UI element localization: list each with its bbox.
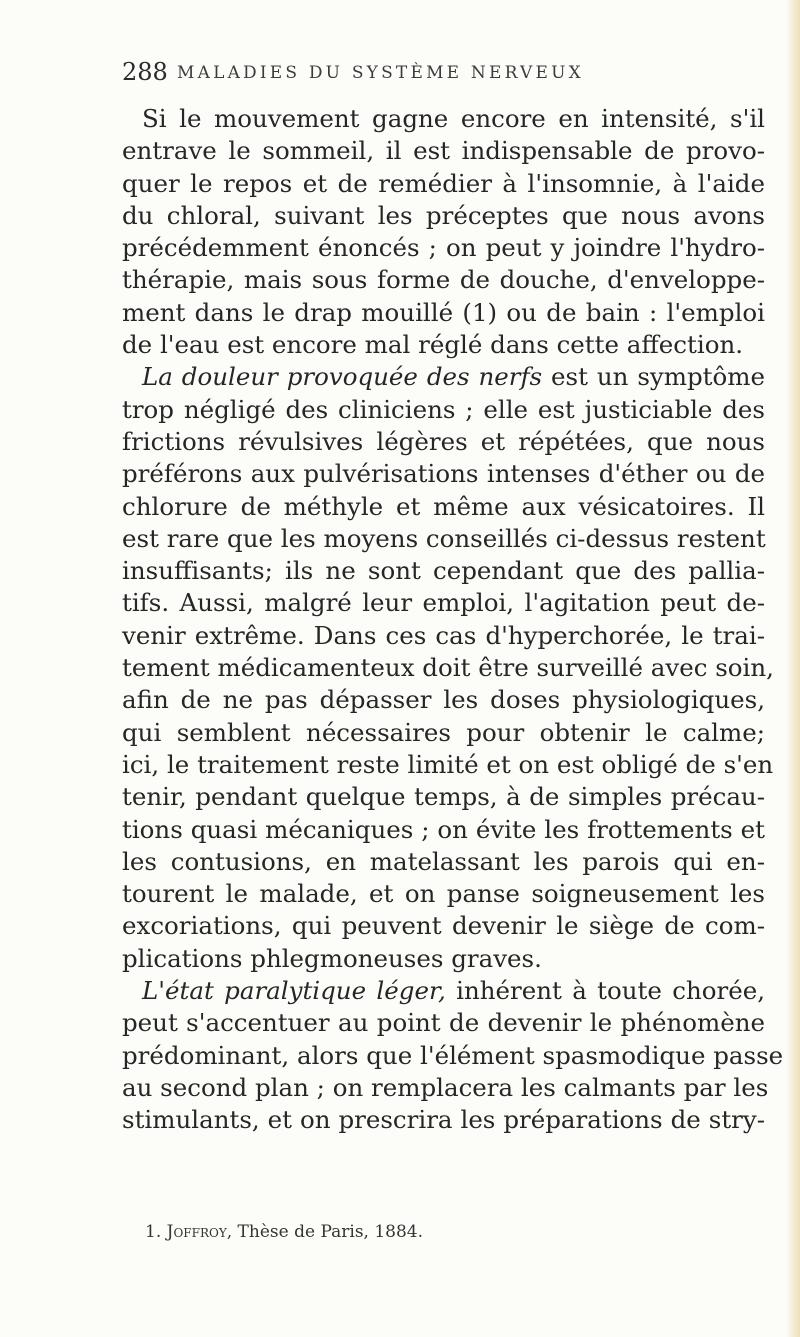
text-line: entrave le sommeil, il est indispensable de provo- — [122, 136, 765, 166]
footnote-author: Joffroy — [166, 1222, 227, 1242]
text-line: peut s'accentuer au point de devenir le phénomène — [122, 1008, 765, 1038]
text-line: qui semblent nécessaires pour obtenir le calme; — [122, 717, 765, 747]
text-line: tourent le malade, et on panse soigneusement les — [122, 879, 765, 909]
footnote-citation: , Thèse de Paris, 1884. — [226, 1222, 424, 1242]
text-line: est rare que les moyens conseillés ci-dessus restent — [122, 523, 766, 553]
page-header — [122, 58, 722, 92]
text-line: préférons aux pulvérisations intenses d'éther ou de — [122, 459, 765, 489]
text-line: thérapie, mais sous forme de douche, d'enveloppe- — [122, 265, 765, 295]
text-segment: est un symptôme — [551, 362, 765, 392]
text-line: excoriations, qui peuvent devenir le siège de com- — [122, 911, 765, 941]
text-line: insuffisants; ils ne sont cependant que des pallia- — [122, 556, 765, 586]
italic-phrase: L'état paralytique léger, — [142, 976, 446, 1006]
text-line — [122, 361, 765, 393]
text-line: ici, le traitement reste limité et on est obligé de s'en — [122, 749, 774, 779]
text-line: ment dans le drap mouillé (1) ou de bain : l'emploi — [122, 297, 765, 327]
body-text — [122, 103, 784, 1137]
italic-phrase: La douleur provoquée des nerfs — [142, 362, 543, 392]
text-line: du chloral, suivant les préceptes que nous avons — [122, 200, 765, 230]
text-line: tifs. Aussi, malgré leur emploi, l'agitation peut de- — [122, 588, 765, 618]
text-line: quer le repos et de remédier à l'insomnie, à l'aide — [122, 168, 765, 198]
text-line: au second plan ; on remplacera les calmants par les — [122, 1072, 769, 1102]
footnote-number: 1. — [145, 1222, 162, 1242]
text-line: tions quasi mécaniques ; on évite les frottements et — [122, 814, 765, 844]
footnote — [145, 1220, 423, 1244]
text-line: plications phlegmoneuses graves. — [122, 943, 542, 973]
page-edge-shadow — [786, 0, 800, 1337]
text-line: de l'eau est encore mal réglé dans cette affection. — [122, 330, 744, 360]
text-line: prédominant, alors que l'élément spasmodique passe — [122, 1040, 784, 1070]
text-line: chlorure de méthyle et même aux vésicatoires. Il — [122, 491, 765, 521]
text-line — [122, 975, 765, 1007]
text-segment: inhérent à toute chorée, — [456, 976, 765, 1006]
text-line: afin de ne pas dépasser les doses physiologiques, — [122, 685, 765, 715]
page-number: 288 — [122, 58, 168, 86]
text-line: précédemment énoncés ; on peut y joindre l'hydro- — [122, 233, 765, 263]
running-title: MALADIES DU SYSTÈME NERVEUX — [177, 63, 584, 83]
text-line: stimulants, et on prescrira les préparations de stry- — [122, 1105, 765, 1135]
text-line: tement médicamenteux doit être surveillé avec soin, — [122, 653, 774, 683]
text-line: frictions révulsives légères et répétées, que nous — [122, 426, 765, 456]
text-line: trop négligé des cliniciens ; elle est justiciable des — [122, 394, 765, 424]
text-line: tenir, pendant quelque temps, à de simples précau- — [122, 782, 765, 812]
text-line: les contusions, en matelassant les parois qui en- — [122, 846, 765, 876]
text-line: venir extrême. Dans ces cas d'hyperchorée, le trai- — [122, 620, 765, 650]
text-line: Si le mouvement gagne encore en intensité, s'il — [142, 104, 765, 133]
